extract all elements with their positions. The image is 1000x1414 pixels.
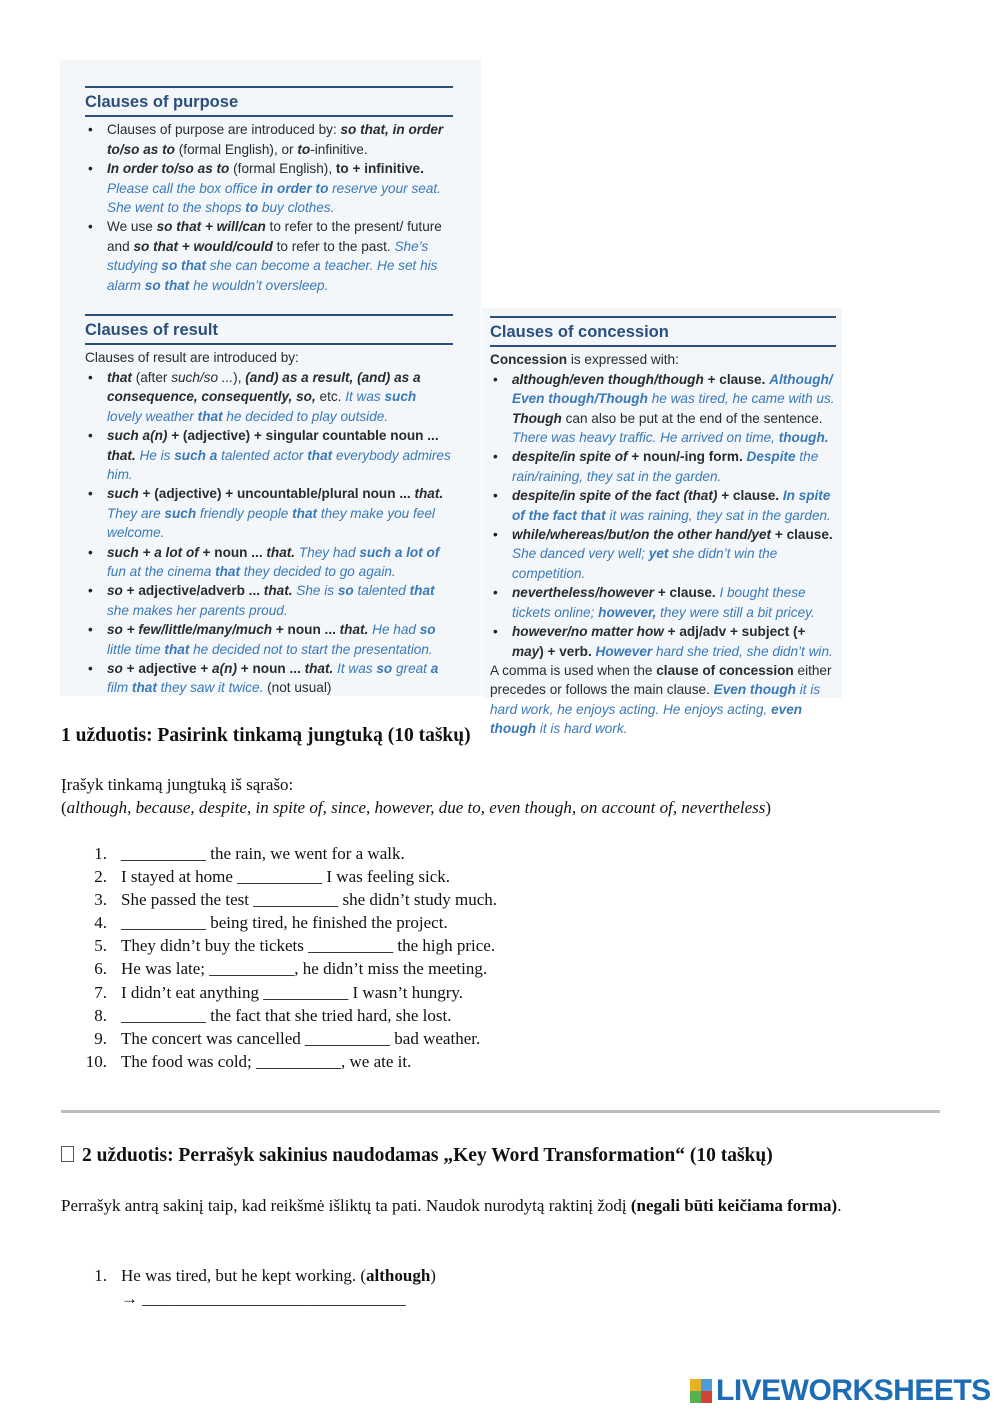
list-item: • Clauses of purpose are introduced by: so that, in order to/so as to (formal English), or to-infinitive. <box>85 120 453 159</box>
exercise-item: 6. He was late; __________, he didn’t miss the meeting. <box>94 959 488 979</box>
list-item: • such + (adjective) + uncountable/plural noun ... that. They are such friendly people that they make you feel welcome. <box>85 484 453 542</box>
logo-mark-icon <box>690 1379 712 1403</box>
list-item: • so + adjective + a(n) + noun ... that. It was so great a film that they saw it twice. (not usual) <box>85 659 453 698</box>
grammar-reference-left <box>60 60 481 696</box>
exercise-item: 10. The food was cold; __________, we ate it. <box>85 1051 412 1071</box>
task2-instruction: Perrašyk antrą sakinį taip, kad reikšmė išliktų ta pati. Naudok nurodytą raktinį žodį (negali būti keičiama forma). <box>61 1196 842 1215</box>
concession-note: A comma is used when the clause of concession either precedes or follows the main clause. Even though it is hard work, he enjoys acting. He enjoys acting, even though it is hard work. <box>490 662 832 737</box>
list-item: • such a(n) + (adjective) + singular countable noun ... that. He is such a talented actor that everybody admires him. <box>85 426 453 484</box>
result-intro: Clauses of result are introduced by: <box>85 350 299 366</box>
exercise-item: 3. She passed the test __________ she didn’t study much. <box>94 890 498 910</box>
task1-title: 1 užduotis: Pasirink tinkamą jungtuką (10 taškų) <box>61 725 471 746</box>
exercise-item: 1. __________ the rain, we went for a walk. <box>94 844 405 863</box>
task1-options: although, because, despite, in spite of, since, however, due to, even though, on account of, nevertheless <box>66 798 766 817</box>
exercise-item: 1. He was tired, but he kept working. (although) → _______________________________ <box>61 1264 436 1310</box>
result-heading: Clauses of result <box>85 314 453 345</box>
purpose-list <box>85 120 453 295</box>
list-item: • although/even though/though + clause. Although/ Even though/Though he was tired, he came with us. Though can also be put at the end of the sentence. There was heavy traffic. He arrived on time, though. <box>490 370 836 448</box>
exercise-item: 9. The concert was cancelled __________ bad weather. <box>94 1028 481 1048</box>
list-item: • that (after such/so ...), (and) as a result, (and) as a consequence, consequently, so, etc. It was such lovely weather that he decided to play outside. <box>85 368 453 426</box>
list-item: • despite/in spite of + noun/-ing form. Despite the rain/raining, they sat in the garden. <box>490 447 836 486</box>
exercise-item: 2. I stayed at home __________ I was feeling sick. <box>94 867 451 887</box>
list-item: • while/whereas/but/on the other hand/yet + clause. She danced very well; yet she didn’t win the competition. <box>490 525 836 583</box>
list-item: • so + adjective/adverb ... that. She is so talented that she makes her parents proud. <box>85 581 453 620</box>
section-divider <box>61 1110 940 1113</box>
list-item: • however/no matter how + adj/adv + subject (+ may) + verb. However hard she tried, she didn’t win. <box>490 622 836 661</box>
exercise-item: 5. They didn’t buy the tickets __________ the high price. <box>94 936 496 956</box>
exercise-item: 8. __________ the fact that she tried hard, she lost. <box>94 1005 452 1025</box>
list-item: • despite/in spite of the fact (that) + clause. In spite of the fact that it was raining, they sat in the garden. <box>490 486 836 525</box>
liveworksheets-logo <box>690 1374 991 1408</box>
task2-list <box>61 1264 436 1310</box>
list-item: • In order to/so as to (formal English), to + infinitive. Please call the box office in order to reserve your seat. She went to the shops to buy clothes. <box>85 159 453 217</box>
logo-text: LIVEWORKSHEETS <box>716 1374 991 1407</box>
exercise-item: 4. __________ being tired, he finished the project. <box>94 913 448 933</box>
concession-intro: Concession is expressed with: <box>490 352 679 368</box>
checkbox-glyph-icon <box>61 1146 74 1162</box>
exercise-item: 7. I didn’t eat anything __________ I wasn’t hungry. <box>94 982 464 1002</box>
result-list <box>85 368 453 698</box>
grammar-reference-right <box>482 308 842 737</box>
concession-heading: Clauses of concession <box>490 316 836 347</box>
list-item: • so + few/little/many/much + noun ... that. He had so little time that he decided not to start the presentation. <box>85 620 453 659</box>
list-item: • nevertheless/however + clause. I bought these tickets online; however, they were still a bit pricey. <box>490 583 836 622</box>
task1-list <box>61 842 497 1073</box>
answer-line: → _______________________________ <box>121 1289 406 1309</box>
concession-list <box>490 370 836 661</box>
task1-instruction: Įrašyk tinkamą jungtuką iš sąrašo: (although, because, despite, in spite of, since, however, due to, even though, on account of, nevertheless) <box>61 775 772 817</box>
list-item: • such + a lot of + noun ... that. They had such a lot of fun at the cinema that they decided to go again. <box>85 543 453 582</box>
task2-title: 2 užduotis: Perrašyk sakinius naudodamas „Key Word Transformation“ (10 taškų) <box>61 1145 773 1167</box>
list-item: • We use so that + will/can to refer to the present/ future and so that + would/could to refer to the past. She’s studying so that she can become a teacher. He set his alarm so that he wouldn’t oversleep. <box>85 217 453 295</box>
purpose-heading: Clauses of purpose <box>85 86 453 117</box>
